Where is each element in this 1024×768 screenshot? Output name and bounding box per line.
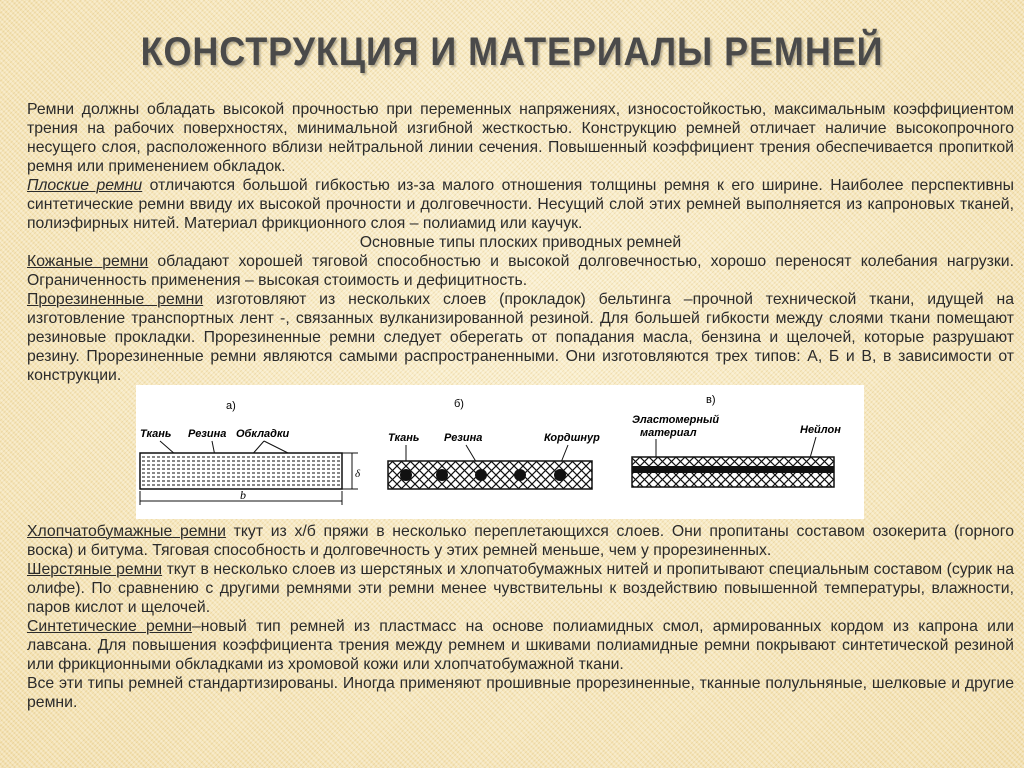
- rubberized-belts-text: изготовляют из нескольких слоев (прокладок) бельтинга –прочной технической ткани, идущей на изготовление транспортных лент -, связанных вулканизированной резиной. Для большей гибкости между слоями ткани помещают резиновые прокладки. Прорезиненные ремни следует оберегать от попадания масла, бензина и щелочей, которые разрушают резину. Прорезиненные ремни являются самыми распространенными. Они изготовляются трех типов: А, Б и В, в зависимости от конструкции.: [27, 291, 1014, 384]
- subheading: Основные типы плоских приводных ремней: [359, 234, 682, 251]
- leather-belts-text: обладают хорошей тяговой способностью и высокой долговечностью, хорошо переносят колебания нагрузки. Ограниченность применения – высокая стоимость и дефицитность.: [27, 253, 1014, 289]
- diagram-b-label-rubber: Резина: [444, 432, 483, 444]
- intro-paragraph: Ремни должны обладать высокой прочностью при переменных напряжениях, износостойкостью, максимальным коэффициентом трения на рабочих поверхностях, минимальной изгибной жесткостью. Конструкцию ремней отличает наличие высокопрочного несущего слоя, расположенного вблизи нейтральной линии сечения. Повышенный коэффициент трения обеспечивается пропиткой ремня или применением обкладок.: [27, 101, 1014, 175]
- wool-belts-text: ткут в несколько слоев из шерстяных и хлопчатобумажных нитей и пропитывают специальным составом (сурик на олифе). По сравнению с другими ремнями эти ремни менее чувствительны к воздействию повышенной температуры, влажности, паров кислот и щелочей.: [27, 561, 1014, 616]
- diagram-b: [388, 398, 600, 489]
- diagram-a-label-rubber: Резина: [188, 428, 227, 440]
- leather-belts-term: Кожаные ремни: [27, 253, 149, 270]
- diagram-c-label-elastomer-line2: материал: [640, 427, 697, 439]
- wool-belts-term: Шерстяные ремни: [27, 561, 163, 578]
- diagram-a-label-fabric: Ткань: [140, 428, 172, 440]
- cotton-belts-paragraph: [27, 522, 1014, 560]
- diagram-c-letter: в): [706, 394, 716, 406]
- diagram-c-label-elastomer-line1: Эластомерный: [632, 414, 720, 426]
- rubberized-belts-term: Прорезиненные ремни: [27, 291, 204, 308]
- text-block-top: [27, 100, 1014, 385]
- flat-belts-text: отличаются большой гибкостью из-за малого отношения толщины ремня к его ширине. Наиболее перспективны синтетические ремни ввиду их высокой прочности и долговечности. Несущий слой этих ремней выполняется из капроновых тканей, полиэфирных нитей. Материал фрикционного слоя – полиамид или каучук.: [27, 177, 1014, 232]
- text-block-bottom: [27, 522, 1014, 712]
- diagram-b-label-fabric: Ткань: [388, 432, 420, 444]
- belt-cross-section-figure: [136, 385, 864, 519]
- diagram-b-letter: б): [454, 398, 464, 410]
- synthetic-belts-term: Синтетические ремни: [27, 618, 192, 635]
- closing-paragraph: Все эти типы ремней стандартизированы. Иногда применяют прошивные прорезиненные, тканные полульняные, шелковые и другие ремни.: [27, 675, 1014, 711]
- diagram-a-letter: а): [226, 400, 236, 412]
- leather-belts-paragraph: [27, 252, 1014, 290]
- synthetic-belts-text: –новый тип ремней из пластмасс на основе полиамидных смол, армированных кордом из капрона или лавсана. Для повышения коэффициента трения между ремнем и шкивами полиамидные ремни покрывают синтетической резиной или фрикционными обкладками из хромовой кожи или хлопчатобумажной ткани.: [27, 618, 1014, 673]
- diagram-a-label-cover: Обкладки: [236, 428, 290, 440]
- cotton-belts-term: Хлопчатобумажные ремни: [27, 523, 226, 540]
- cotton-belts-text: ткут из х/б пряжи в несколько переплетающихся слоев. Они пропитаны составом озокерита (горного воска) и битума. Тяговая способность и долговечность у этих ремней меньше, чем у прорезиненных.: [27, 523, 1014, 559]
- rubberized-belts-paragraph: [27, 290, 1014, 385]
- flat-belts-term: Плоские ремни: [27, 177, 143, 194]
- wool-belts-paragraph: [27, 560, 1014, 617]
- flat-belts-paragraph: [27, 176, 1014, 233]
- diagram-a-dim-width: b: [240, 488, 246, 502]
- synthetic-belts-paragraph: [27, 617, 1014, 674]
- page-title: КОНСТРУКЦИЯ И МАТЕРИАЛЫ РЕМНЕЙ: [140, 30, 884, 74]
- diagram-c-label-nylon: Нейлон: [800, 424, 841, 436]
- diagram-a-dim-height: δ: [355, 468, 361, 480]
- diagram-a: [140, 400, 361, 505]
- diagram-b-label-cord: Кордшнур: [544, 432, 600, 444]
- diagram-c: [632, 394, 841, 487]
